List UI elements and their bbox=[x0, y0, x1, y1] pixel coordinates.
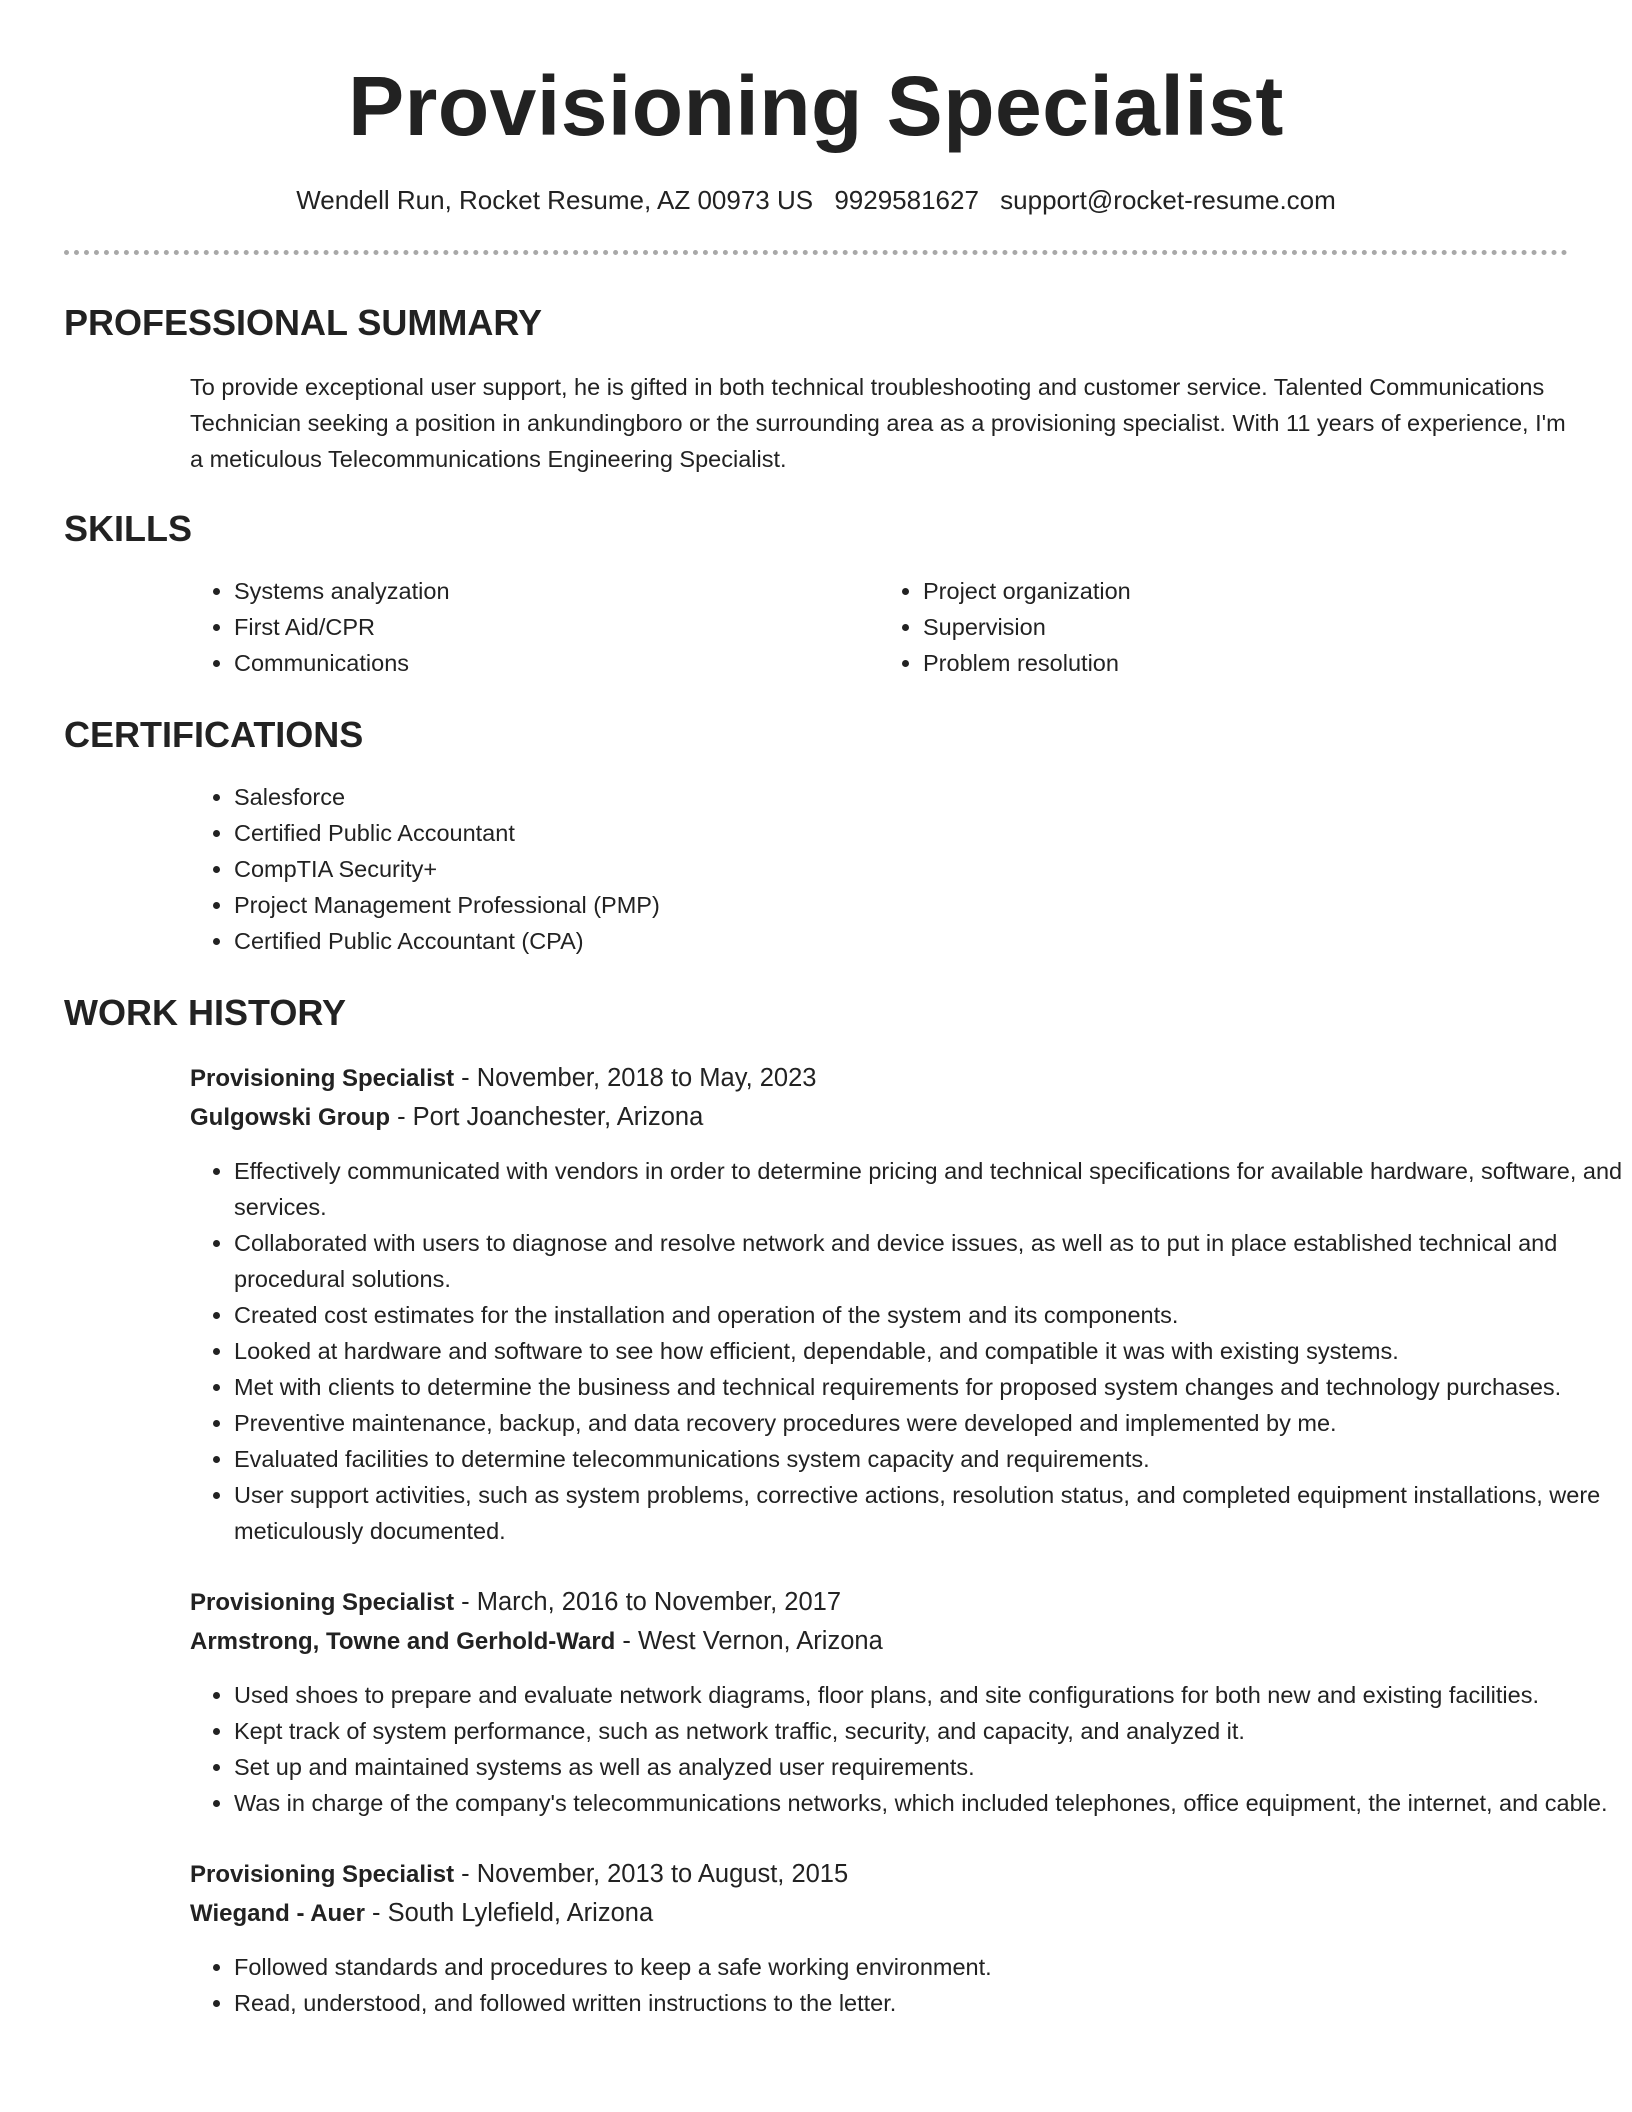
skill-item: • Problem resolution bbox=[923, 645, 1568, 681]
page-title: Provisioning Specialist bbox=[348, 59, 1284, 153]
certifications-list bbox=[190, 779, 1568, 959]
job-entry bbox=[190, 1059, 1623, 1549]
job-company: Armstrong, Towne and Gerhold-Ward bbox=[190, 1628, 616, 1655]
job-company-line bbox=[190, 1622, 1568, 1661]
job-location: - West Vernon, Arizona bbox=[615, 1627, 883, 1655]
job-title: Provisioning Specialist bbox=[190, 1065, 455, 1092]
skills-list-right bbox=[879, 573, 1568, 681]
job-bullet: • Followed standards and procedures to keep a safe working environment. bbox=[234, 1949, 1624, 1985]
job-title-line bbox=[190, 1583, 1568, 1622]
skill-item: • Project organization bbox=[923, 573, 1568, 609]
job-bullet: • Preventive maintenance, backup, and data recovery procedures were developed and implemented by me. bbox=[234, 1405, 1624, 1441]
skill-item: • Communications bbox=[234, 645, 879, 681]
skills-grid bbox=[190, 573, 1568, 681]
job-entry bbox=[190, 1583, 1608, 1821]
job-dates: - November, 2018 to May, 2023 bbox=[454, 1064, 817, 1092]
work-history-heading: WORK HISTORY bbox=[64, 992, 347, 1033]
certification-item: • Salesforce bbox=[234, 779, 1568, 815]
job-entry bbox=[190, 1855, 1568, 2021]
skill-item: • Systems analyzation bbox=[234, 573, 879, 609]
job-bullet: • Was in charge of the company's telecommunications networks, which included telephones, office equipment, the internet, and cable. bbox=[234, 1785, 1624, 1821]
certification-item: • Project Management Professional (PMP) bbox=[234, 887, 1568, 923]
certification-item: • Certified Public Accountant bbox=[234, 815, 1568, 851]
job-bullet: • Read, understood, and followed written instructions to the letter. bbox=[234, 1985, 1624, 2021]
skill-item: • First Aid/CPR bbox=[234, 609, 879, 645]
job-title: Provisioning Specialist bbox=[190, 1861, 455, 1888]
job-bullets bbox=[190, 1153, 1624, 1549]
certification-item: • CompTIA Security+ bbox=[234, 851, 1568, 887]
job-dates: - March, 2016 to November, 2017 bbox=[454, 1588, 842, 1616]
job-company-line bbox=[190, 1894, 1568, 1933]
job-bullet: • Set up and maintained systems as well as analyzed user requirements. bbox=[234, 1749, 1624, 1785]
skills-heading: SKILLS bbox=[64, 508, 193, 549]
skills-list-left bbox=[190, 573, 879, 681]
job-title-line bbox=[190, 1059, 1568, 1098]
job-bullet: • Kept track of system performance, such as network traffic, security, and capacity, and analyzed it. bbox=[234, 1713, 1624, 1749]
job-location: - Port Joanchester, Arizona bbox=[390, 1103, 704, 1131]
job-bullet: • Met with clients to determine the business and technical requirements for proposed system changes and technology purchases. bbox=[234, 1369, 1624, 1405]
skill-item: • Supervision bbox=[923, 609, 1568, 645]
contact-email: support@rocket-resume.com bbox=[1000, 185, 1336, 215]
job-bullet: • Created cost estimates for the installation and operation of the system and its components. bbox=[234, 1297, 1624, 1333]
job-bullet: • Effectively communicated with vendors in order to determine pricing and technical specifications for available hardware, software, and services. bbox=[234, 1153, 1624, 1225]
contact-phone: 9929581627 bbox=[834, 185, 979, 215]
job-company: Gulgowski Group bbox=[190, 1104, 391, 1131]
job-title-line bbox=[190, 1855, 1568, 1894]
job-bullets bbox=[190, 1949, 1624, 2021]
job-bullet: • Collaborated with users to diagnose and resolve network and device issues, as well as to put in place established technical and procedural solutions. bbox=[234, 1225, 1624, 1297]
summary-text: To provide exceptional user support, he is gifted in both technical troubleshooting and customer service. Talented Communications Technician seeking a position in ankundingboro or the surrounding area as a provisioning specialist. With 11 years of experience, I'm a meticulous Telecommunications Engineering Specialist. bbox=[190, 374, 1566, 472]
job-bullet: • Used shoes to prepare and evaluate network diagrams, floor plans, and site configurations for both new and existing facilities. bbox=[234, 1677, 1624, 1713]
header-divider bbox=[64, 250, 1568, 255]
job-company: Wiegand - Auer bbox=[190, 1900, 365, 1927]
job-bullets bbox=[190, 1677, 1624, 1821]
job-title: Provisioning Specialist bbox=[190, 1589, 455, 1616]
job-company-line bbox=[190, 1098, 1568, 1137]
job-location: - South Lylefield, Arizona bbox=[364, 1899, 654, 1927]
summary-heading: PROFESSIONAL SUMMARY bbox=[64, 302, 543, 343]
job-bullet: • Evaluated facilities to determine telecommunications system capacity and requirements. bbox=[234, 1441, 1624, 1477]
certifications-heading: CERTIFICATIONS bbox=[64, 714, 364, 755]
job-dates: - November, 2013 to August, 2015 bbox=[454, 1860, 849, 1888]
certification-item: • Certified Public Accountant (CPA) bbox=[234, 923, 1568, 959]
job-bullet: • User support activities, such as system problems, corrective actions, resolution status, and completed equipment installations, were meticulously documented. bbox=[234, 1477, 1624, 1549]
job-bullet: • Looked at hardware and software to see how efficient, dependable, and compatible it was with existing systems. bbox=[234, 1333, 1624, 1369]
contact-address: Wendell Run, Rocket Resume, AZ 00973 US bbox=[296, 185, 814, 215]
contact-line bbox=[64, 184, 1568, 216]
